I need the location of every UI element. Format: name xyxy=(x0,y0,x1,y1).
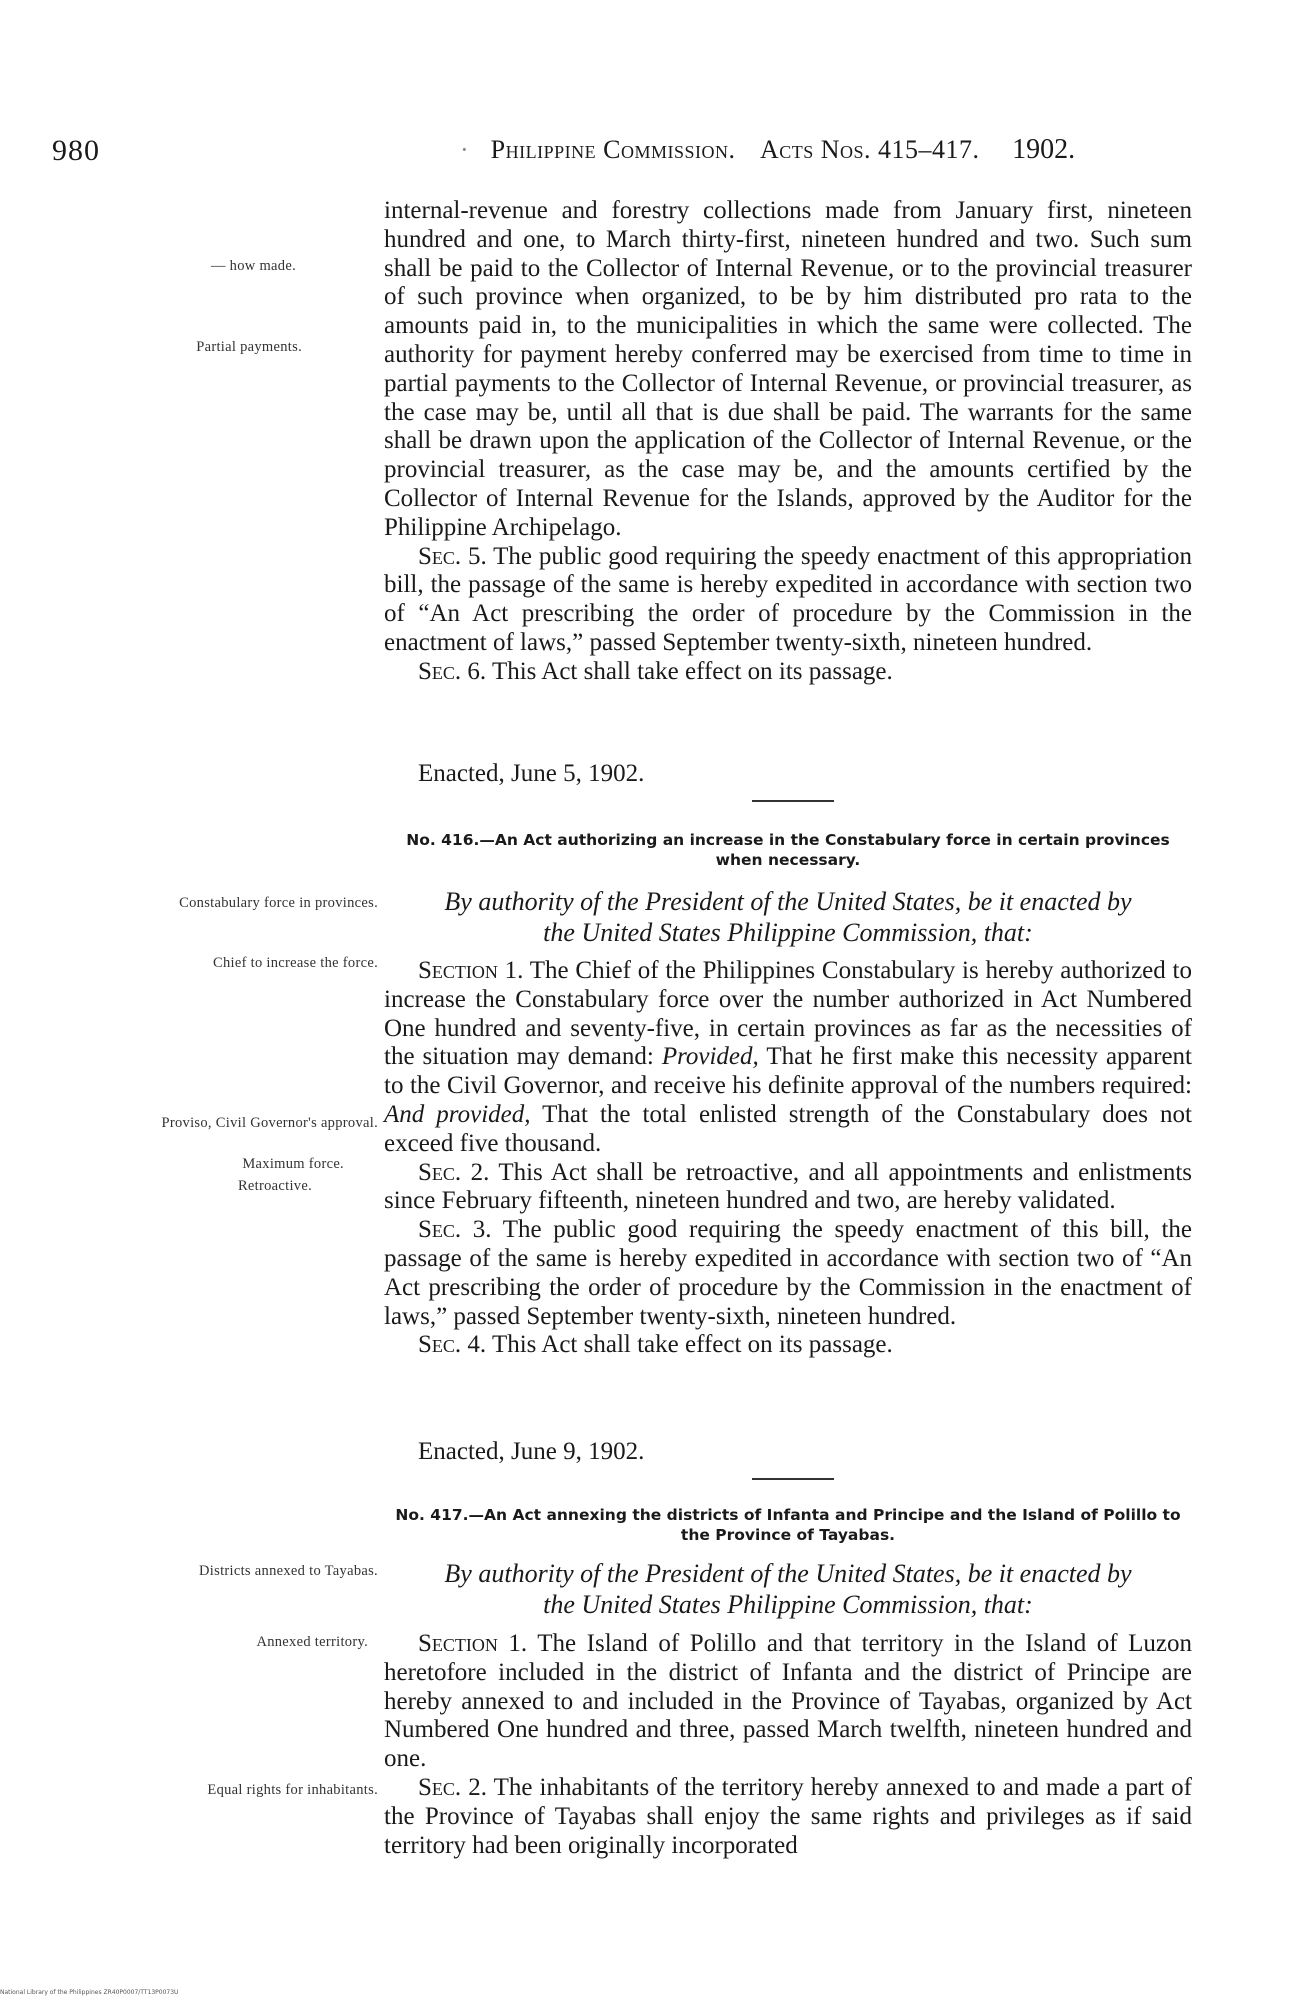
section-text: This Act shall be retroactive, and all appointments and enlistments since February fifteenth, nineteen hundred and two, are hereby validated. xyxy=(384,1158,1193,1215)
section-label: Section 1. xyxy=(418,957,524,984)
section-text: The public good requiring the speedy enactment of this bill, the passage of the same is hereby expedited in accordance with section two of “An Act prescribing the order of procedure by the Commission in the enactment of laws,” passed September twenty-sixth, nineteen hundred. xyxy=(384,1216,1192,1330)
act-417-body xyxy=(384,1630,1192,1860)
section-text: That the total enlisted strength of the Constabulary does not exceed five thousand. xyxy=(384,1100,1193,1157)
section-text: The inhabitants of the territory hereby annexed to and made a part of the Province of Tayabas shall enjoy the same rights and privileges as if said territory had been originally incorporated xyxy=(384,1773,1193,1859)
margin-note-partial-payments: Partial payments. xyxy=(196,339,302,355)
section-text: The public good requiring the speedy enactment of this appropriation bill, the passage of the same is hereby expedited in accordance with section two of “An Act prescribing the order of procedure by the Commission in the enactment of laws,” passed September twenty-sixth, nineteen hundred. xyxy=(384,542,1192,656)
act-417-section-1 xyxy=(384,1630,1192,1774)
section-label: Sec. 2. xyxy=(418,1158,490,1186)
section-text: The Chief of the Philippines Constabulary is hereby authorized to increase the Constabulary force over the number authorized in Act Numbered One hundred and seventy-five, in certain provinces as far as the necessities of the situation may demand: xyxy=(384,957,1192,1071)
act-415-body xyxy=(384,197,1192,687)
section-text: The Island of Polillo and that territory in the Island of Luzon heretofore included in the district of Infanta and the district of Principe are hereby annexed to and included in the Province of Tayabas, organized by Act Numbered One hundred and three, passed March twelfth, nineteen hundred and one. xyxy=(384,1630,1192,1773)
act-416-section-2 xyxy=(384,1159,1192,1217)
act-416-section-1 xyxy=(384,957,1192,1159)
margin-note-retroactive: Retroactive. xyxy=(237,1178,312,1194)
running-head-dot: · xyxy=(460,135,469,164)
proviso-word: Provided, xyxy=(661,1043,759,1071)
act-417-enacting-clause xyxy=(384,1558,1192,1620)
act-416-section-4 xyxy=(384,1331,1192,1360)
running-head-title: Philippine Commission. xyxy=(490,135,736,164)
enacting-line-1: By authority of the President of the United States, be it enacted by xyxy=(444,1559,1132,1588)
act-416-section-3 xyxy=(384,1216,1192,1331)
section-label: Sec. 6. xyxy=(418,657,487,685)
act-416-enacted-date: Enacted, June 9, 1902. xyxy=(418,1438,645,1465)
margin-note-districts-annexed: Districts annexed to Tayabas. xyxy=(199,1563,378,1579)
act-417-heading: No. 417.—An Act annexing the districts of Infanta and Principe and the Island of Polillo to the Province of Tayabas. xyxy=(395,1506,1181,1544)
act-415-enacted-date: Enacted, June 5, 1902. xyxy=(418,760,645,787)
section-divider-rule xyxy=(752,1478,834,1480)
running-head-year: 1902. xyxy=(1012,134,1076,165)
section-text: This Act shall take effect on its passage. xyxy=(486,657,893,685)
act-415-section-6 xyxy=(384,658,1192,687)
section-label: Section 1. xyxy=(418,1630,528,1657)
act-416-enacting-clause xyxy=(384,886,1192,948)
act-416-heading: No. 416.—An Act authorizing an increase in the Constabulary force in certain provinces when necessary. xyxy=(406,831,1170,869)
margin-note-chief-increase: Chief to increase the force. xyxy=(212,955,378,971)
act-416-body xyxy=(384,957,1192,1360)
act-415-paragraph: internal-revenue and forestry collections made from January first, nineteen hundred and one, to March thirty-first, nineteen hundred and two. Such sum shall be paid to the Collector of Internal Revenue, or to the provincial treasurer of such province when organized, to be by him distributed pro rata to the amounts paid in, to the municipalities in which the same were collected. The authority for payment hereby conferred may be exercised from time to time in partial payments to the Collector of Internal Revenue, or provincial treasurer, as the case may be, until all that is due shall be paid. The warrants for the same shall be drawn upon the application of the Collector of Internal Revenue, or the provincial treasurer, as the case may be, and the amounts certified by the Collector of Internal Revenue for the Islands, approved by the Auditor for the Philippine Archipelago. xyxy=(384,197,1192,541)
margin-note-constabulary-force xyxy=(150,895,378,912)
running-head-acts: Acts Nos. 415–417. xyxy=(759,135,980,164)
running-head xyxy=(460,134,1075,166)
enacting-line-2: the United States Philippine Commission, that: xyxy=(543,918,1033,947)
section-label: Sec. 2. xyxy=(418,1773,487,1801)
margin-note-equal-rights: Equal rights for inhabitants. xyxy=(207,1782,378,1798)
act-415-section-5 xyxy=(384,543,1192,658)
margin-note-constabulary-force-text: Constabulary force in provinces. xyxy=(179,895,378,911)
section-label: Sec. 4. xyxy=(418,1331,487,1359)
section-text: That he first make this necessity apparent to the Civil Governor, and receive his definite approval of the numbers required: xyxy=(384,1043,1193,1100)
proviso-word: And provided, xyxy=(384,1100,531,1128)
act-417-section-2 xyxy=(384,1774,1192,1860)
page-number: 980 xyxy=(52,134,100,167)
section-text: This Act shall take effect on its passage. xyxy=(486,1331,893,1359)
enacting-line-2: the United States Philippine Commission, that: xyxy=(543,1590,1033,1619)
enacting-line-1: By authority of the President of the United States, be it enacted by xyxy=(444,887,1132,916)
section-divider-rule xyxy=(752,800,834,802)
scan-credit: National Library of the Philippines ZR40P0007/TT13P0073U xyxy=(0,1989,179,1996)
margin-note-maximum-force: Maximum force. xyxy=(242,1156,344,1172)
margin-note-proviso: Proviso, Civil Governor's approval. xyxy=(161,1115,378,1131)
margin-note-how-made: — how made. xyxy=(210,258,296,274)
margin-note-annexed-territory: Annexed territory. xyxy=(256,1634,368,1650)
section-label: Sec. 3. xyxy=(418,1216,492,1244)
section-label: Sec. 5. xyxy=(418,542,487,570)
